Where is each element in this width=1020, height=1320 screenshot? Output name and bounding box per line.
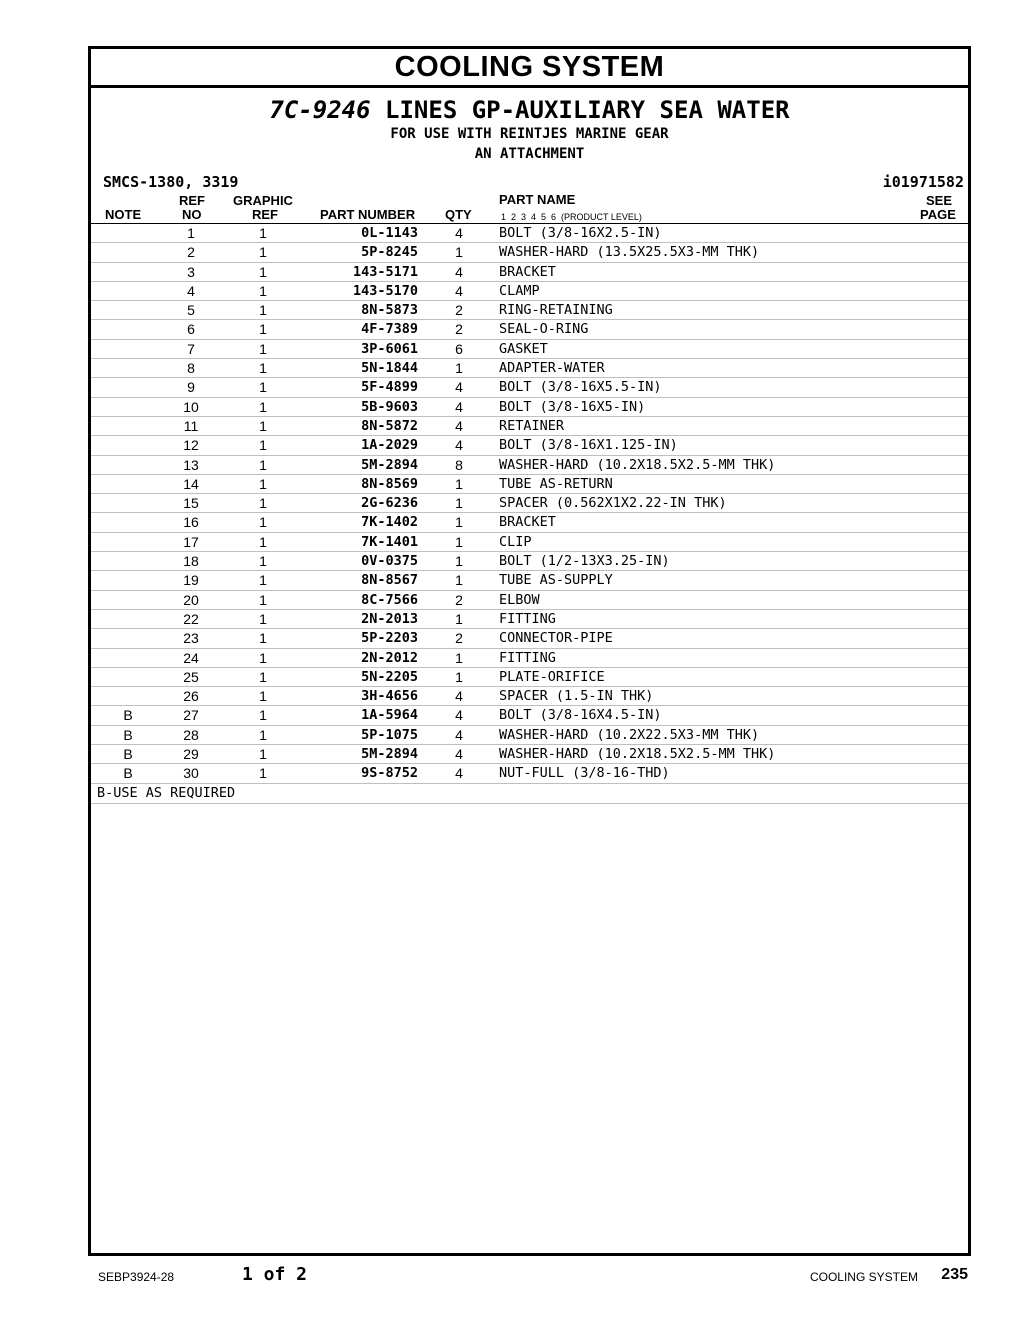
row-part-number: 5F-4899 — [361, 379, 418, 396]
row-part-name: RETAINER — [499, 417, 565, 434]
row-part-name: TUBE AS-RETURN — [499, 475, 613, 492]
row-part-number: 0L-1143 — [361, 225, 418, 241]
col-qty: QTY — [445, 207, 472, 222]
col-see-bottom: PAGE — [920, 207, 956, 222]
row-qty: 1 — [455, 244, 463, 261]
row-part-name: ELBOW — [499, 591, 540, 608]
illustration-id: i01971582 — [882, 173, 964, 191]
row-part-number: 143-5171 — [352, 263, 418, 280]
row-ref-no: 16 — [183, 514, 199, 531]
row-qty: 1 — [455, 495, 463, 512]
row-part-name: BOLT (1/2-13X3.25-IN) — [499, 553, 670, 570]
row-part-number: 2N-2012 — [361, 649, 418, 666]
row-qty: 1 — [455, 610, 463, 627]
row-graphic-ref: 1 — [259, 321, 267, 338]
row-part-name: WASHER-HARD (13.5X25.5X3-MM THK) — [499, 244, 760, 261]
row-qty: 4 — [455, 688, 463, 705]
row-ref-no: 10 — [183, 398, 199, 415]
row-graphic-ref: 1 — [259, 456, 267, 473]
row-graphic-ref: 1 — [259, 417, 267, 434]
row-ref-no: 28 — [183, 726, 199, 743]
row-ref-no: 4 — [187, 282, 195, 299]
row-graphic-ref: 1 — [259, 746, 267, 763]
row-part-number: 2N-2013 — [361, 610, 418, 627]
row-ref-no: 3 — [187, 263, 195, 280]
row-graphic-ref: 1 — [259, 263, 267, 280]
row-part-name: FITTING — [499, 649, 556, 666]
row-qty: 4 — [455, 765, 463, 782]
system-title: COOLING SYSTEM — [91, 49, 968, 88]
row-part-name: CLAMP — [499, 282, 540, 299]
row-qty: 1 — [455, 649, 463, 666]
table-row — [91, 243, 968, 262]
row-ref-no: 18 — [183, 553, 199, 570]
row-qty: 4 — [455, 746, 463, 763]
row-qty: 6 — [455, 340, 463, 357]
row-part-name: WASHER-HARD (10.2X18.5X2.5-MM THK) — [499, 746, 776, 763]
row-part-name: TUBE AS-SUPPLY — [499, 572, 613, 589]
row-part-name: BOLT (3/8-16X5.5-IN) — [499, 379, 662, 396]
table-row — [91, 764, 968, 783]
row-qty: 2 — [455, 302, 463, 319]
row-part-number: 8N-8569 — [361, 475, 418, 492]
table-row — [91, 301, 968, 320]
row-part-name: BOLT (3/8-16X4.5-IN) — [499, 707, 662, 724]
row-ref-no: 26 — [183, 688, 199, 705]
row-part-name: BRACKET — [499, 514, 556, 531]
row-note: B — [123, 707, 133, 724]
row-ref-no: 8 — [187, 360, 195, 377]
footer-section: COOLING SYSTEM — [809, 1270, 918, 1284]
row-graphic-ref: 1 — [259, 244, 267, 261]
row-part-name: FITTING — [499, 610, 556, 627]
row-graphic-ref: 1 — [259, 437, 267, 454]
row-qty: 4 — [455, 707, 463, 724]
row-graphic-ref: 1 — [259, 533, 267, 550]
row-note: B — [123, 726, 133, 743]
table-row — [91, 494, 968, 513]
parts-list — [91, 224, 968, 784]
table-row — [91, 687, 968, 706]
row-part-name: NUT-FULL (3/8-16-THD) — [499, 765, 670, 782]
col-product-levels: 1 2 3 4 5 6 (PRODUCT LEVEL) — [501, 212, 642, 222]
row-ref-no: 12 — [183, 437, 199, 454]
row-graphic-ref: 1 — [259, 495, 267, 512]
row-part-number: 2G-6236 — [361, 495, 418, 512]
table-row — [91, 359, 968, 378]
row-qty: 4 — [455, 263, 463, 280]
row-ref-no: 17 — [183, 533, 199, 550]
row-part-number: 5P-8245 — [361, 244, 418, 261]
table-row — [91, 513, 968, 532]
row-part-number: 5B-9603 — [361, 398, 418, 415]
row-ref-no: 9 — [187, 379, 195, 396]
table-row — [91, 668, 968, 687]
row-graphic-ref: 1 — [259, 282, 267, 299]
row-part-number: 5M-2894 — [361, 746, 418, 763]
row-qty: 4 — [455, 398, 463, 415]
row-qty: 4 — [455, 225, 463, 241]
row-qty: 2 — [455, 591, 463, 608]
row-part-number: 1A-2029 — [361, 437, 418, 454]
page-number: 235 — [941, 1266, 968, 1283]
col-note: NOTE — [105, 207, 142, 222]
row-qty: 1 — [455, 360, 463, 377]
page-footer — [0, 1264, 1020, 1288]
row-graphic-ref: 1 — [259, 765, 267, 782]
row-part-name: ADAPTER-WATER — [499, 360, 605, 377]
row-part-number: 9S-8752 — [361, 765, 418, 782]
row-qty: 1 — [455, 533, 463, 550]
row-qty: 4 — [455, 437, 463, 454]
row-graphic-ref: 1 — [259, 591, 267, 608]
col-see-top: SEE — [926, 193, 953, 208]
table-row — [91, 629, 968, 648]
row-graphic-ref: 1 — [259, 610, 267, 627]
table-row — [91, 340, 968, 359]
row-qty: 4 — [455, 282, 463, 299]
row-graphic-ref: 1 — [259, 340, 267, 357]
row-graphic-ref: 1 — [259, 514, 267, 531]
table-row — [91, 571, 968, 590]
row-ref-no: 20 — [183, 591, 199, 608]
row-qty: 4 — [455, 726, 463, 743]
group-name: LINES GP-AUXILIARY SEA WATER — [385, 96, 790, 124]
row-ref-no: 22 — [183, 610, 199, 627]
row-ref-no: 30 — [183, 765, 199, 782]
table-row — [91, 456, 968, 475]
page-of: 1 of 2 — [242, 1264, 308, 1285]
row-part-name: BOLT (3/8-16X2.5-IN) — [499, 225, 662, 241]
row-part-number: 143-5170 — [352, 282, 418, 299]
group-number: 7C-9246 — [269, 96, 371, 124]
row-graphic-ref: 1 — [259, 649, 267, 666]
row-part-number: 1A-5964 — [361, 707, 418, 724]
row-part-name: WASHER-HARD (10.2X22.5X3-MM THK) — [499, 726, 760, 743]
row-part-number: 5N-2205 — [361, 668, 418, 685]
row-part-number: 7K-1401 — [361, 533, 418, 550]
row-ref-no: 24 — [183, 649, 199, 666]
document-number: SEBP3924-28 — [98, 1270, 175, 1284]
row-part-number: 5P-2203 — [361, 630, 418, 647]
row-ref-no: 13 — [183, 456, 199, 473]
row-qty: 4 — [455, 379, 463, 396]
col-part-name: PART NAME — [499, 192, 576, 207]
row-note: B — [123, 765, 133, 782]
table-row — [91, 398, 968, 417]
row-part-number: 3H-4656 — [361, 688, 418, 705]
subtitle-usage: FOR USE WITH REINTJES MARINE GEAR — [390, 126, 669, 142]
row-part-number: 5P-1075 — [361, 726, 418, 743]
row-part-name: GASKET — [499, 340, 548, 357]
row-qty: 2 — [455, 321, 463, 338]
row-ref-no: 11 — [183, 417, 199, 434]
row-ref-no: 1 — [187, 225, 195, 241]
table-row — [91, 591, 968, 610]
row-graphic-ref: 1 — [259, 572, 267, 589]
col-graphic-bottom: REF — [252, 207, 278, 222]
row-part-name: CONNECTOR-PIPE — [499, 630, 613, 647]
row-part-name: WASHER-HARD (10.2X18.5X2.5-MM THK) — [499, 456, 776, 473]
row-part-number: 3P-6061 — [361, 340, 418, 357]
table-row — [91, 552, 968, 571]
row-graphic-ref: 1 — [259, 553, 267, 570]
row-graphic-ref: 1 — [259, 668, 267, 685]
row-ref-no: 23 — [183, 630, 199, 647]
col-ref-top: REF — [179, 193, 205, 208]
row-ref-no: 2 — [187, 244, 195, 261]
row-part-number: 8N-5872 — [361, 417, 418, 434]
row-part-name: PLATE-ORIFICE — [499, 668, 605, 685]
row-graphic-ref: 1 — [259, 225, 267, 241]
row-graphic-ref: 1 — [259, 360, 267, 377]
table-row — [91, 320, 968, 339]
row-part-name: CLIP — [499, 533, 532, 550]
row-part-number: 0V-0375 — [361, 553, 418, 570]
row-ref-no: 7 — [187, 340, 195, 357]
row-graphic-ref: 1 — [259, 630, 267, 647]
col-part-number: PART NUMBER — [320, 207, 416, 222]
row-graphic-ref: 1 — [259, 379, 267, 396]
row-graphic-ref: 1 — [259, 707, 267, 724]
row-part-name: BRACKET — [499, 263, 556, 280]
smcs-row — [91, 171, 968, 193]
table-row — [91, 417, 968, 436]
table-row — [91, 745, 968, 764]
row-qty: 1 — [455, 553, 463, 570]
row-ref-no: 27 — [183, 707, 199, 724]
table-row — [91, 726, 968, 745]
row-ref-no: 14 — [183, 475, 199, 492]
row-part-name: SEAL-O-RING — [499, 321, 589, 338]
row-part-number: 5N-1844 — [361, 360, 418, 377]
group-title — [91, 96, 968, 124]
row-note: B — [123, 746, 133, 763]
row-part-number: 8N-8567 — [361, 572, 418, 589]
row-ref-no: 5 — [187, 302, 195, 319]
table-row — [91, 378, 968, 397]
table-row — [91, 436, 968, 455]
row-qty: 4 — [455, 417, 463, 434]
row-qty: 8 — [455, 456, 463, 473]
row-part-number: 8N-5873 — [361, 302, 418, 319]
row-ref-no: 19 — [183, 572, 199, 589]
row-part-name: SPACER (1.5-IN THK) — [499, 688, 654, 705]
row-ref-no: 15 — [183, 495, 199, 512]
row-ref-no: 29 — [183, 746, 199, 763]
row-qty: 1 — [455, 475, 463, 492]
table-row — [91, 282, 968, 301]
row-graphic-ref: 1 — [259, 398, 267, 415]
table-row — [91, 263, 968, 282]
row-qty: 1 — [455, 572, 463, 589]
col-graphic-top: GRAPHIC — [233, 193, 293, 208]
row-graphic-ref: 1 — [259, 688, 267, 705]
row-graphic-ref: 1 — [259, 726, 267, 743]
table-row — [91, 610, 968, 629]
page-frame — [88, 46, 971, 1256]
footnote: B-USE AS REQUIRED — [91, 784, 968, 804]
row-part-number: 8C-7566 — [361, 591, 418, 608]
row-part-number: 7K-1402 — [361, 514, 418, 531]
row-graphic-ref: 1 — [259, 302, 267, 319]
row-graphic-ref: 1 — [259, 475, 267, 492]
row-part-number: 5M-2894 — [361, 456, 418, 473]
table-row — [91, 224, 968, 243]
table-row — [91, 706, 968, 725]
table-row — [91, 475, 968, 494]
row-part-name: RING-RETAINING — [499, 302, 613, 319]
row-qty: 1 — [455, 668, 463, 685]
row-ref-no: 6 — [187, 321, 195, 338]
column-headers — [91, 193, 968, 224]
subtitle-attachment: AN ATTACHMENT — [474, 146, 585, 162]
row-part-name: BOLT (3/8-16X5-IN) — [499, 398, 646, 415]
table-row — [91, 649, 968, 668]
row-qty: 2 — [455, 630, 463, 647]
col-ref-bottom: NO — [182, 207, 202, 222]
table-row — [91, 533, 968, 552]
row-qty: 1 — [455, 514, 463, 531]
row-ref-no: 25 — [183, 668, 199, 685]
smcs-code: SMCS-1380, 3319 — [103, 173, 239, 191]
row-part-number: 4F-7389 — [361, 321, 418, 338]
row-part-name: SPACER (0.562X1X2.22-IN THK) — [499, 495, 727, 512]
row-part-name: BOLT (3/8-16X1.125-IN) — [499, 437, 678, 454]
